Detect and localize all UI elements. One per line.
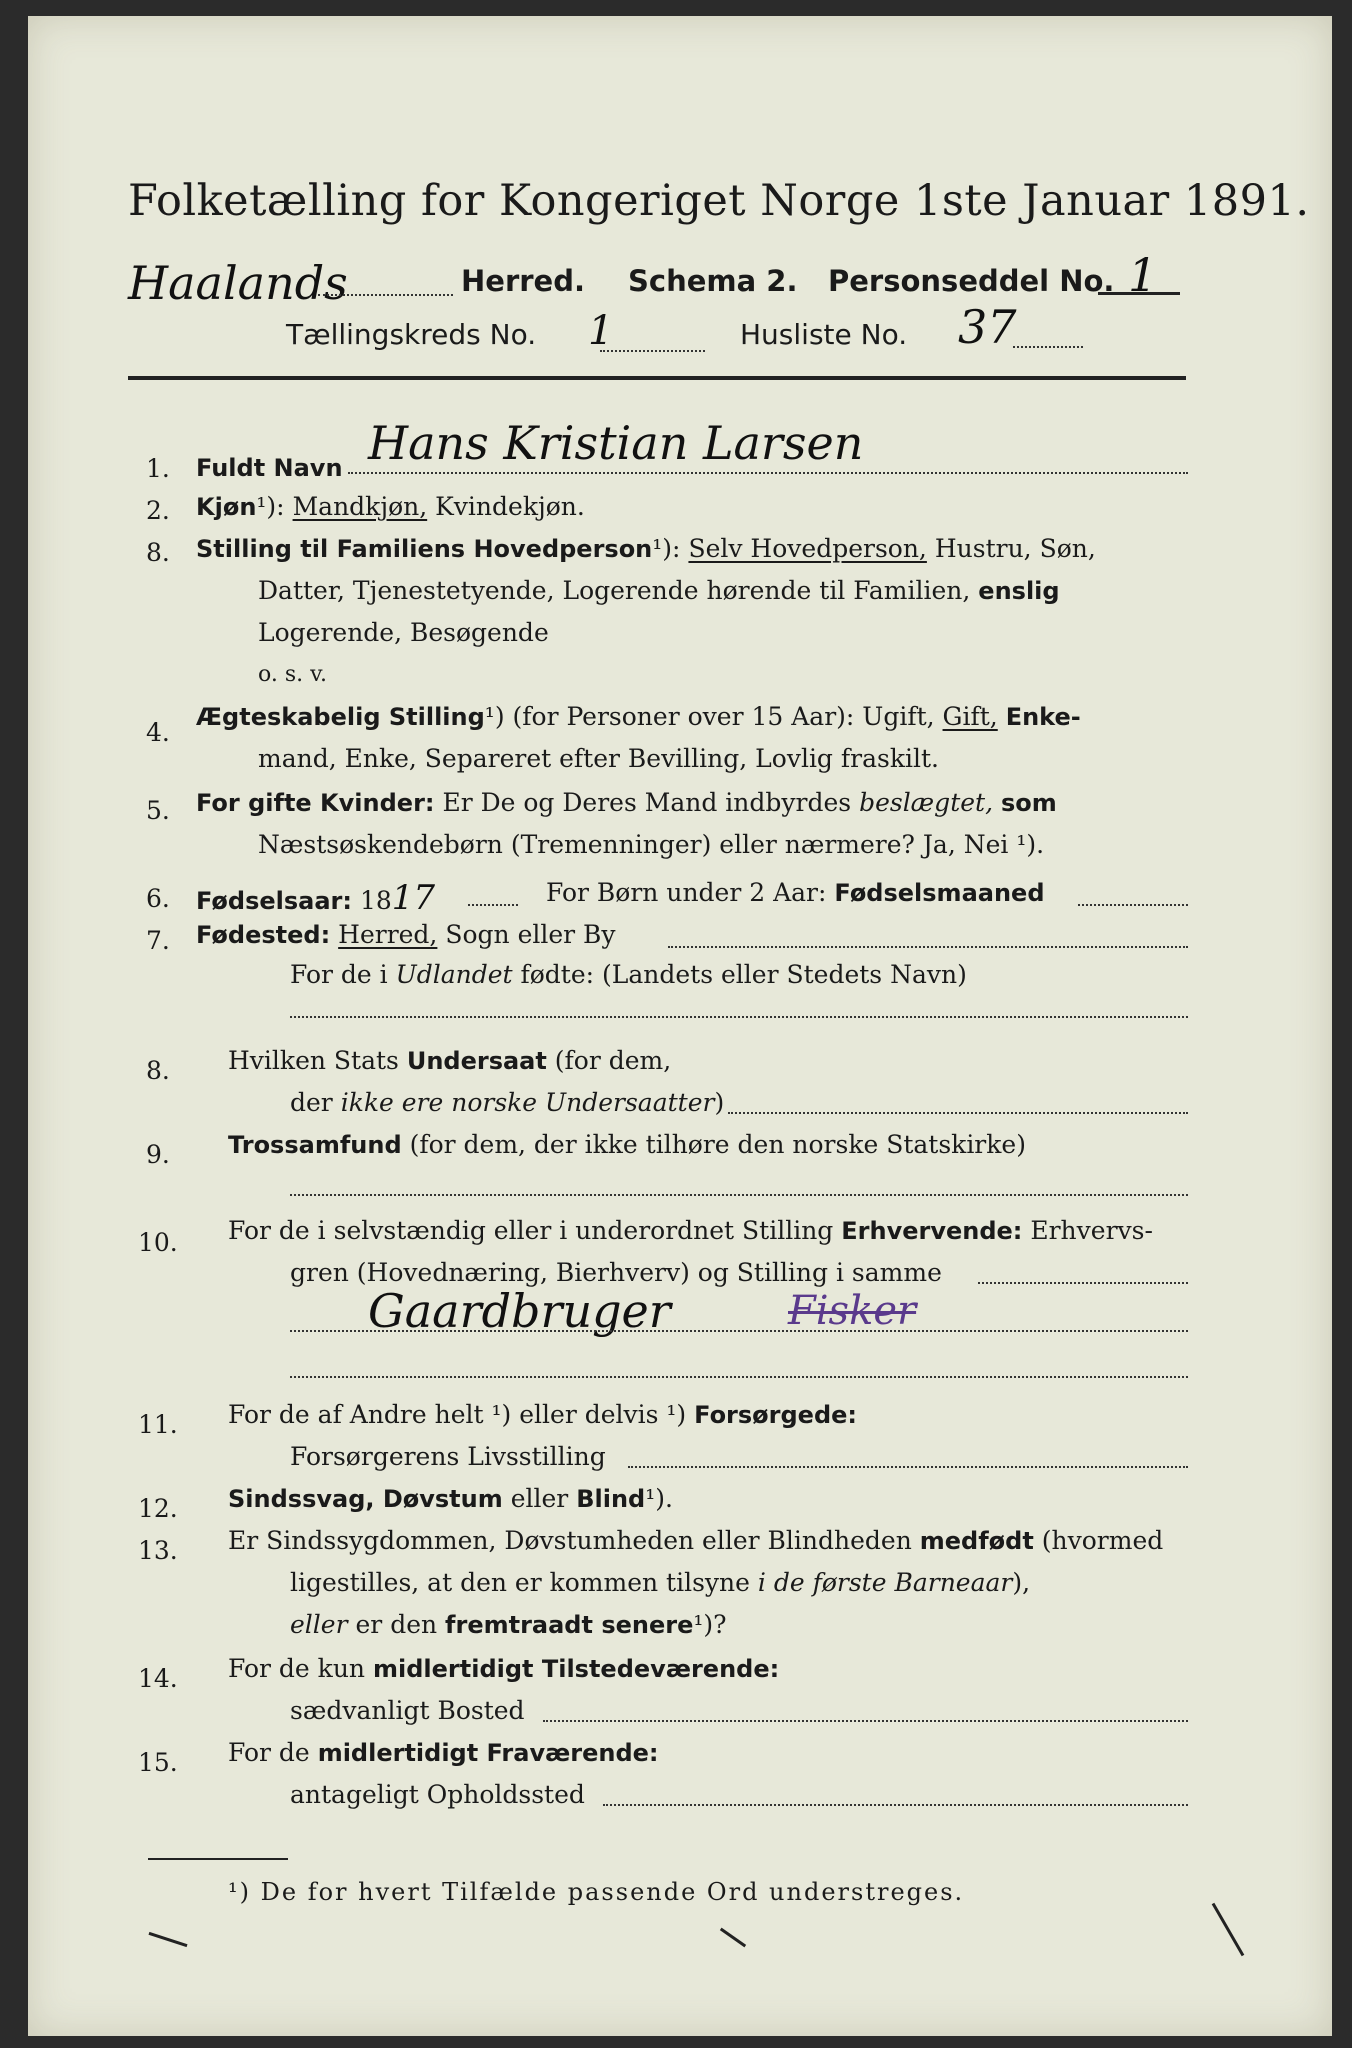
form-title: Folketælling for Kongeriget Norge 1ste Januar 1891.	[128, 176, 1310, 226]
q3-enslig: enslig	[978, 577, 1060, 605]
q7-number: 7.	[146, 926, 170, 955]
husliste-label: Husliste No.	[740, 318, 908, 351]
q2-sup: ¹):	[256, 492, 285, 521]
q13-line2-italic: i de første Barneaar	[757, 1568, 1013, 1597]
q15-line2: antageligt Opholdssted	[290, 1780, 585, 1809]
q6-number: 6.	[146, 884, 170, 913]
q2-option-kvinde: Kvindekjøn.	[435, 492, 585, 521]
kreds-value: 1	[588, 308, 614, 354]
q8-line2a: der	[290, 1088, 333, 1117]
q6-dotline-month	[1078, 904, 1188, 906]
q15-text: For de	[228, 1738, 310, 1767]
q5-number: 5.	[146, 796, 170, 825]
q15-dotline	[603, 1804, 1188, 1806]
q13-label: medfødt	[919, 1527, 1034, 1555]
q11-line2: Forsørgerens Livsstilling	[290, 1442, 606, 1471]
q4-text1: (for Personer over 15 Aar): Ugift,	[512, 702, 935, 731]
q13-line3a: er den	[355, 1610, 438, 1639]
q11-number: 11.	[138, 1410, 178, 1439]
q15-label: midlertidigt Fraværende:	[317, 1739, 659, 1767]
census-form-sheet	[28, 16, 1332, 2036]
q5-text1-italic: beslægtet,	[859, 788, 994, 817]
personseddel-line	[1098, 292, 1180, 295]
herred-label: Herred.	[461, 264, 585, 298]
q9-label: Trossamfund	[228, 1131, 402, 1159]
q4-label: Ægteskabelig Stilling	[196, 703, 485, 731]
header-divider	[128, 376, 1186, 380]
q5-text1-end: som	[1000, 789, 1057, 817]
q8-text2: (for dem,	[554, 1046, 672, 1075]
q10-label: Erhvervende:	[841, 1217, 1023, 1245]
q10-text2: Erhvervs-	[1030, 1216, 1153, 1245]
q8-label: Undersaat	[406, 1047, 547, 1075]
q9-text: (for dem, der ikke tilhøre den norske Statskirke)	[409, 1130, 1026, 1159]
herred-dotline	[318, 294, 453, 296]
q12-end: ¹).	[645, 1484, 673, 1513]
q3-line3: Logerende, Besøgende	[258, 618, 549, 647]
q3-line2: Datter, Tjenestetyende, Logerende hørende til Familien,	[258, 576, 971, 605]
q13-line3b: ¹)?	[693, 1610, 727, 1639]
q3-sup: ¹):	[652, 534, 681, 563]
q12-number: 12.	[138, 1494, 178, 1523]
q5-text1: Er De og Deres Mand indbyrdes	[442, 788, 852, 817]
q4-sup: ¹)	[484, 702, 505, 731]
q7-line2-italic: Udlandet	[395, 960, 513, 989]
q3-label: Stilling til Familiens Hovedperson	[196, 535, 653, 563]
q10-number: 10.	[138, 1228, 178, 1257]
q14-dotline	[543, 1720, 1188, 1722]
personseddel-value: 1	[1128, 248, 1158, 302]
q12-text: eller	[510, 1484, 569, 1513]
q3-option-selected: Selv Hovedperson,	[688, 534, 927, 563]
kreds-dotline	[600, 350, 705, 352]
q10-dotline-2	[290, 1330, 1188, 1332]
q8-line2b: )	[714, 1088, 725, 1117]
q9-dotline	[290, 1194, 1188, 1196]
q11-label: Forsørgede:	[694, 1401, 858, 1429]
husliste-dotline	[1013, 346, 1083, 348]
q8-line2-italic: ikke ere norske Undersaatter	[340, 1088, 715, 1117]
q13-line2a: ligestilles, at den er kommen tilsyne	[290, 1568, 750, 1597]
herred-value: Haalands	[128, 256, 348, 310]
footnote: ¹) De for hvert Tilfælde passende Ord understreges.	[228, 1878, 965, 1906]
personseddel-label: Personseddel No.	[828, 264, 1115, 298]
q15-number: 15.	[138, 1748, 178, 1777]
q10-occupation-value: Gaardbruger	[368, 1284, 671, 1338]
q11-dotline	[628, 1466, 1188, 1468]
q6-label: Fødselsaar:	[196, 887, 352, 915]
footnote-divider	[148, 1858, 288, 1860]
q7-dotline-2	[290, 1016, 1188, 1018]
q1-label: Fuldt Navn	[196, 454, 343, 482]
stray-mark	[1212, 1903, 1245, 1956]
q4-text2: Enke-	[1005, 703, 1081, 731]
q7-line2b: fødte: (Landets eller Stedets Navn)	[520, 960, 967, 989]
q6-birthyear-value: 17	[391, 878, 436, 918]
kreds-label: Tællingskreds No.	[286, 318, 537, 351]
q5-label: For gifte Kvinder:	[196, 789, 435, 817]
q1-name-value: Hans Kristian Larsen	[368, 416, 864, 470]
q14-text: For de kun	[228, 1654, 366, 1683]
q10-text: For de i selvstændig eller i underordnet Stilling	[228, 1216, 834, 1245]
stray-mark	[149, 1932, 188, 1947]
q13-line3-italic: eller	[290, 1610, 348, 1639]
q3-options-rest: Hustru, Søn,	[934, 534, 1096, 563]
q7-dotline	[668, 946, 1188, 948]
q7-line2a: For de i	[290, 960, 388, 989]
q6-prefix: 18	[359, 886, 392, 915]
q14-line2: sædvanligt Bosted	[290, 1696, 525, 1725]
q13-text: Er Sindssygdommen, Døvstumheden eller Blindheden	[228, 1526, 912, 1555]
q13-line3-label: fremtraadt senere	[445, 1611, 694, 1639]
q14-label: midlertidigt Tilstedeværende:	[372, 1655, 780, 1683]
q1-number: 1.	[146, 454, 170, 483]
q10-dotline	[978, 1282, 1188, 1284]
q6-label2: Fødselsmaaned	[834, 879, 1045, 907]
q6-text: For Børn under 2 Aar:	[546, 878, 827, 907]
q10-occupation-struck: Fisker	[788, 1288, 917, 1334]
schema-label: Schema 2.	[628, 264, 798, 298]
q2-option-mand: Mandkjøn,	[292, 492, 428, 521]
q8-text: Hvilken Stats	[228, 1046, 399, 1075]
q8-number: 8.	[146, 1056, 170, 1085]
q2-number: 2.	[146, 496, 170, 525]
q13-number: 13.	[138, 1536, 178, 1565]
q12-label2: Blind	[576, 1485, 646, 1513]
q4-number: 4.	[146, 718, 170, 747]
q10-line2: gren (Hovednæring, Bierhverv) og Stilling i samme	[290, 1258, 942, 1287]
q7-selected: Herred,	[338, 920, 438, 949]
q7-label: Fødested:	[196, 921, 331, 949]
q4-selected: Gift,	[942, 702, 998, 731]
q7-text: Sogn eller By	[445, 920, 616, 949]
q1-dotline	[348, 472, 1188, 474]
q13-text2: (hvormed	[1041, 1526, 1164, 1555]
q10-dotline-3	[290, 1376, 1188, 1378]
q6-dotline-year	[468, 904, 518, 906]
stray-mark	[720, 1928, 746, 1948]
q5-line2: Næstsøskendebørn (Tremenninger) eller nærmere? Ja, Nei ¹).	[258, 830, 1045, 859]
husliste-value: 37	[958, 300, 1017, 354]
q12-label: Sindssvag, Døvstum	[228, 1485, 503, 1513]
q4-line2: mand, Enke, Separeret efter Bevilling, Lovlig fraskilt.	[258, 744, 939, 773]
q9-number: 9.	[146, 1140, 170, 1169]
q14-number: 14.	[138, 1664, 178, 1693]
q2-label: Kjøn	[196, 493, 257, 521]
q3-line4: o. s. v.	[258, 662, 327, 687]
q13-line2b: ),	[1012, 1568, 1031, 1597]
q8-dotline	[728, 1112, 1188, 1114]
q11-text: For de af Andre helt ¹) eller delvis ¹)	[228, 1400, 687, 1429]
q3-number: 8.	[146, 538, 170, 567]
